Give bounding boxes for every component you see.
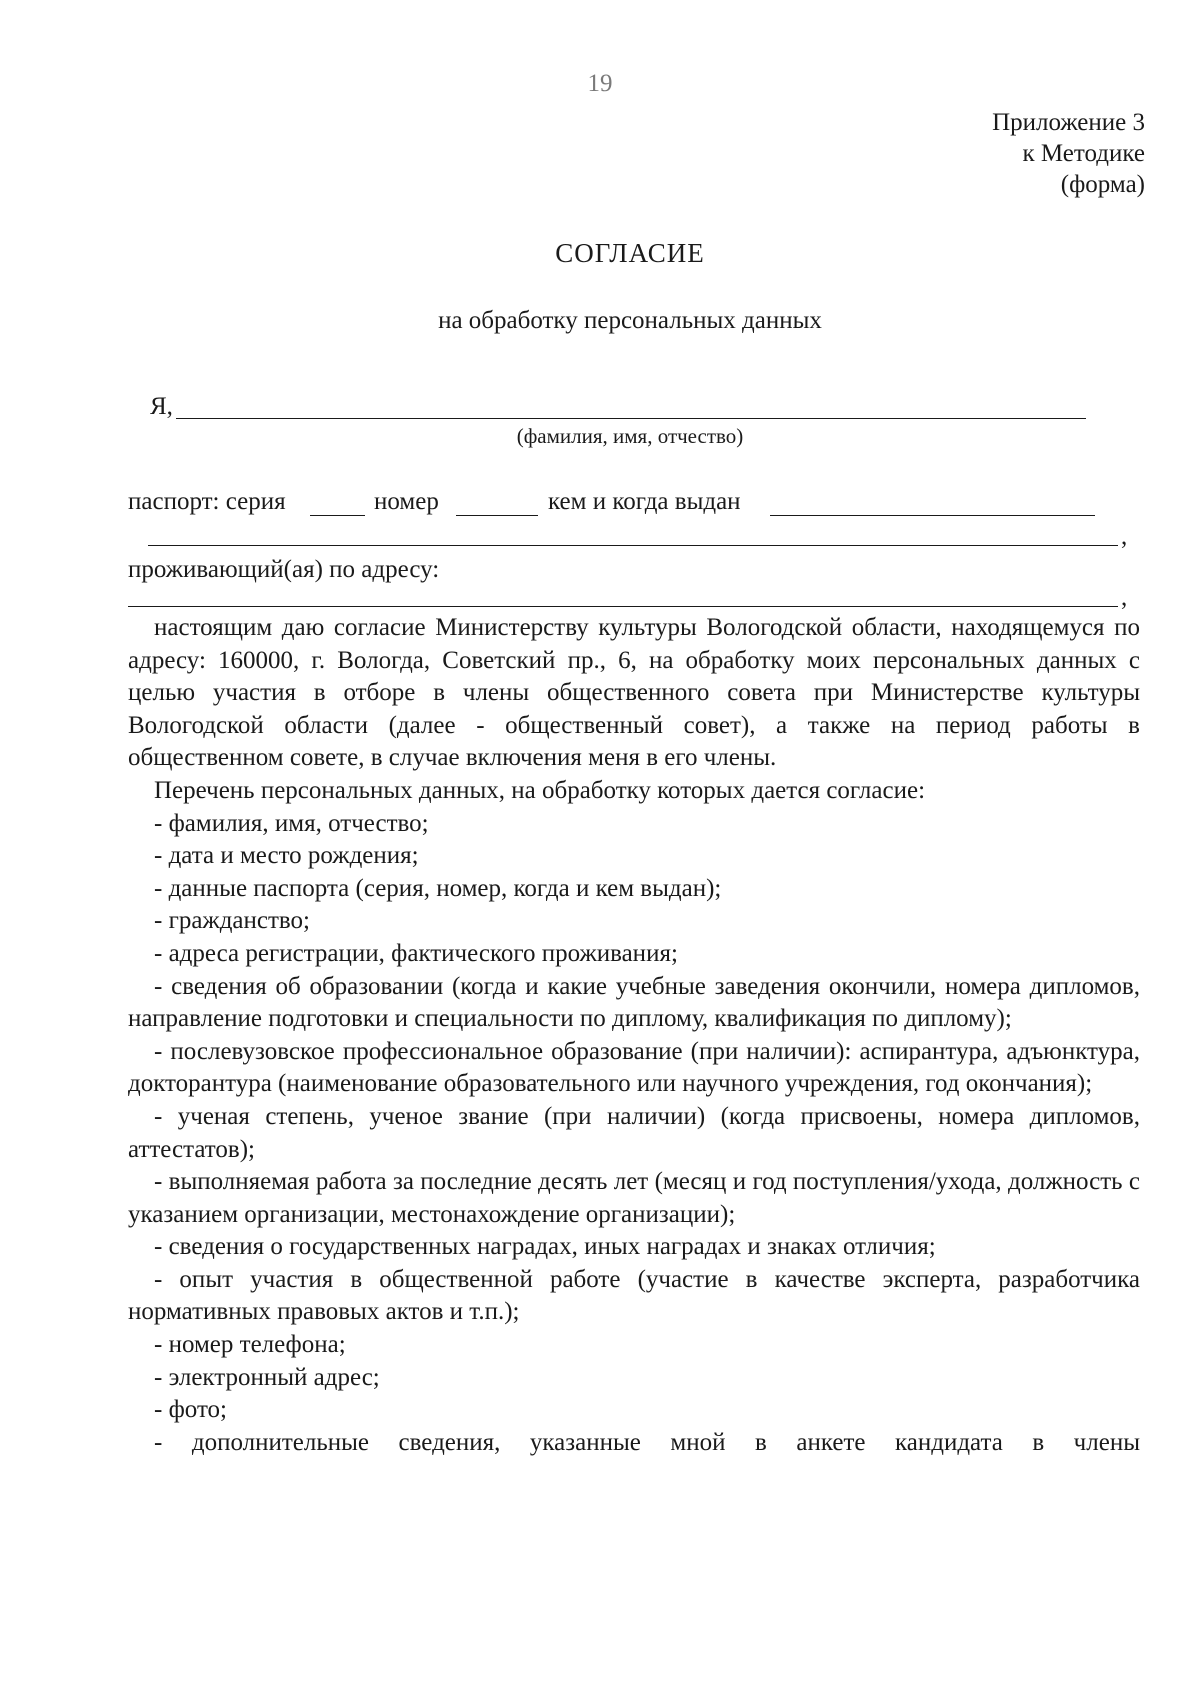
passport-line-comma: , [1121,523,1128,550]
data-list-item: - дата и место рождения; [154,842,419,870]
data-list-item: - ученая степень, ученое звание (при наличии) (когда присвоены, номера дипломов, аттестатов); [128,1102,1140,1163]
data-list-item: - адреса регистрации, фактического проживания; [154,939,678,967]
data-list-intro: Перечень персональных данных, на обработку которых дается согласие: [154,776,926,804]
data-list-item: - сведения о государственных наградах, иных наградах и знаках отличия; [154,1233,936,1261]
passport-number-field-line[interactable] [456,515,538,516]
passport-series-field-line[interactable] [310,515,365,516]
address-field-line[interactable] [128,606,1118,607]
passport-issued-continuation-line[interactable] [148,545,1118,546]
name-field-hint: (фамилия, имя, отчество) [516,424,744,448]
data-list-item: - гражданство; [154,907,310,935]
page-number: 19 [587,70,613,97]
data-list-item: - фамилия, имя, отчество; [154,809,429,837]
data-list-item: - данные паспорта (серия, номер, когда и кем выдан); [154,874,722,902]
data-list-item: - электронный адрес; [154,1363,380,1391]
address-line-comma: , [1121,584,1128,611]
data-list-item: - опыт участия в общественной работе (участие в качестве эксперта, разработчика нормативных правовых актов и т.п.); [128,1265,1140,1326]
document-subtitle: на обработку персональных данных [438,307,822,334]
consent-paragraph: настоящим даю согласие Министерству культуры Вологодской области, находящемуся по адресу: 160000, г. Вологда, Советский пр., 6, на обработку моих персональных данных с целью участия в отборе в члены общественного совета при Министерстве культуры Вологодской области (далее - общественный совет), а также на период работы в общественном совете, в случае включения меня в его члены. [128,614,1140,772]
data-list-item: - выполняемая работа за последние десять лет (месяц и год поступления/ухода, должность с указанием организации, местонахождение организации); [128,1168,1140,1228]
data-list-item: - сведения об образовании (когда и какие учебные заведения окончили, номера дипломов, направление подготовки и специальности по диплому, квалификация по диплому); [128,972,1140,1033]
address-label: проживающий(ая) по адресу: [128,556,440,583]
data-list-item: - номер телефона; [154,1331,346,1359]
data-list-item: - дополнительные сведения, указанные мной в анкете кандидата в члены [154,1428,1140,1456]
data-list-item: - послевузовское профессиональное образование (при наличии): аспирантура, адъюнктура, докторантура (наименование образовательного или научного учреждения, год окончания); [128,1037,1140,1098]
appendix-note [992,107,1145,200]
consent-body [128,612,1140,1459]
data-list-item: - фото; [154,1396,227,1424]
passport-number-label: номер [374,488,439,515]
appendix-line-3: (форма) [1060,171,1145,198]
appendix-line-1: Приложение 3 [992,109,1145,136]
name-field-line[interactable] [176,418,1086,419]
name-label: Я, [150,393,173,420]
passport-series-label: паспорт: серия [128,488,286,515]
passport-issued-label: кем и когда выдан [548,488,741,515]
appendix-line-2: к Методике [1022,140,1145,167]
passport-issued-field-line[interactable] [770,515,1095,516]
document-title: СОГЛАСИЕ [555,238,705,268]
